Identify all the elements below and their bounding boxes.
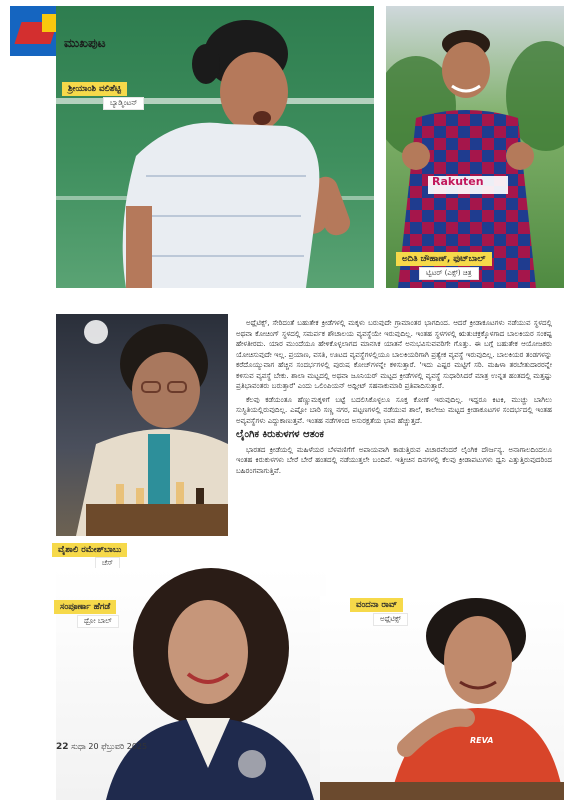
page-footer (56, 742, 147, 752)
section-title: ಮುಖಪುಟ (64, 36, 106, 50)
caption-throwball-name: ಸಂಪೂರ್ಣಾ ಹೆಗಡೆ (54, 600, 116, 614)
logo-yellow-shape (42, 14, 56, 32)
caption-athletics-name: ವಂದನಾ ರಾವ್ (350, 598, 403, 612)
article-subheading: ಲೈಂಗಿಕ ಕಿರುಕುಳಗಳ ಆತಂಕ (236, 429, 324, 440)
jersey-sponsor-text: Rakuten (432, 175, 484, 188)
caption-throwball-sport: ಥ್ರೋ ಬಾಲ್ (78, 616, 118, 627)
article-paragraph-3: ಭಾರತದ ಕ್ರೀಡೆಯಲ್ಲಿ ಮಹಿಳೆಯರ ಬೆಳವಣಿಗೆಗೆ ಅಪಾಯವಾಗಿ ಕಾಡುತ್ತಿರುವ ವಿಚಾರವೆಂದರೆ ಲೈಂಗಿಕ ದೌರ್ಜನ್ಯ. ಅನಾಗಾಲದಿಂದಲೂ ಇಂತಹ ಕಿರುಕುಳಗಳು ಬೇರೆ ಬೇರೆ ಹಂತದಲ್ಲಿ ನಡೆಯುತ್ತಲೇ ಬಂದಿವೆ. ಇತ್ತೀಚಿನ ದಿನಗಳಲ್ಲಿ ಕೆಲವು ಕ್ರೀಡಾಪಟುಗಳು ಧ್ವನಿ ಎತ್ತುತ್ತಿರುವುದರಿಂದ ಬಹಿರಂಗವಾಗುತ್ತಿವೆ. (236, 444, 552, 475)
page-number: 22 (56, 742, 69, 752)
football-illustration (386, 6, 564, 288)
chess-illustration (56, 314, 228, 536)
photo-football-player (386, 6, 564, 288)
caption-badminton-name: ಶ್ರೀಯಾಂಶಿ ವಲಿಶೆಟ್ಟಿ (62, 82, 127, 96)
issue-date: ಸುಧಾ 20 ಫೆಬ್ರುವರಿ 2025 (71, 742, 148, 751)
photo-athletics-coach (320, 596, 564, 800)
article-paragraph-2: ಕೆಲವು ಕಡೆಯಂತೂ ಹೆಣ್ಣುಮಕ್ಕಳಿಗೆ ಬಟ್ಟೆ ಬದಲಿಸಿಕೊಳ್ಳಲೂ ಸೂಕ್ತ ಕೋಣೆ ಇರುವುದಿಲ್ಲ. ಇದ್ದರೂ ಕಿಟಕಿ, ಮುಚ್ಚು ಬಾಗಿಲು ಸುಸ್ಥಿತಿಯಲ್ಲಿರುವುದಿಲ್ಲ. ಎಷ್ಟೋ ಬಾರಿ ಸಣ್ಣ ನಗರ, ಪಟ್ಟಣಗಳಲ್ಲಿ ನಡೆಯುವ ಶಾಲೆ, ಕಾಲೇಜು ಮಟ್ಟದ ಕ್ರೀಡಾಕೂಟಗಳ ಸಂದರ್ಭದಲ್ಲಿ ಇಂತಹ ಅವ್ಯವಸ್ಥೆಗಳು ಎದ್ದುಕಾಣುತ್ತವೆ. ಇಂತಹ ನಡೆಗಳಿಂದ ಅಸುರಕ್ಷತೆಯ ಭಾವ ಹೆಚ್ಚುತ್ತದೆ. (236, 394, 552, 425)
caption-chess-name: ವೈಶಾಲಿ ರಮೇಶ್‌ಬಾಬು (52, 543, 127, 557)
portrait2-illustration (320, 596, 564, 800)
caption-football-credit: ಟ್ವಿಟರ್ (ಎಕ್ಸ್) ಚಿತ್ರ (420, 268, 478, 279)
caption-athletics-sport: ಅಥ್ಲೆಟಿಕ್ಸ್ (374, 614, 407, 625)
caption-chess-sport: ಚೆಸ್ (96, 558, 119, 569)
photo-chess-player (56, 314, 228, 536)
shirt-logo-text: REVA (470, 736, 494, 745)
caption-badminton-sport: ಬ್ಯಾಡ್ಮಿಂಟನ್ (104, 98, 143, 109)
article-paragraph-1: ಅಥ್ಲೆಟಿಕ್ಸ್, ಸೇರಿದಂತೆ ಬಹುತೇಕ ಕ್ರೀಡೆಗಳಲ್ಲಿ ಮಕ್ಕಳು ಬರುವುದೇ ಗ್ರಾಮಾಂತರ ಭಾಗದಿಂದ. ಆದರೆ ಕ್ರೀಡಾಕೂಟಗಳು ನಡೆಯುವ ಸ್ಥಳದಲ್ಲಿ ಅಥವಾ ಕೋಚಿಂಗ್ ಸ್ಥಳದಲ್ಲಿ ಸಮರ್ಪಕ ಶೌಚಾಲಯ ವ್ಯವಸ್ಥೆಯೇ ಇರುವುದಿಲ್ಲ. ಇಂತಹ ಸ್ಥಳಗಳಲ್ಲಿ ಋತುಚಕ್ರಕ್ಕೊಳಗಾದ ಬಾಲಕಿಯರ ಸಂಕಷ್ಟ ಹೇಳತೀರದು. ಯಾರ ಮುಂದೆಯೂ ಹೇಳಿಕೊಳ್ಳಲಾಗದ ಮಾನಸಿಕ ಯಾತನೆ ಅನುಭವಿಸುವವರಿಗೇ ಗೊತ್ತು. ಈ ಬಗ್ಗೆ ಬಹುತೇಕ ಆಯೋಜಕರು ಯೋಚಿಸುವುದೇ ಇಲ್ಲ. ಪ್ರಯಾಣ, ವಸತಿ, ಊಟದ ವ್ಯವಸ್ಥೆಗಳಲ್ಲಿಯೂ ಬಾಲಕಿಯರಿಗಾಗಿ ಪ್ರತ್ಯೇಕ ವ್ಯವಸ್ಥೆ ಇರುವುದಿಲ್ಲ. ಬಾಲಕಿಯರ ತಂಡಗಳನ್ನು ಕರೆದೊಯ್ಯುವಾಗ ಹೆಚ್ಚಿನ ಸಂದರ್ಭಗಳಲ್ಲಿ ಪುರುಷ ಕೋಚ್‌ಗಳನ್ನೇ ಕಳಿಸುತ್ತಾರೆ. 'ಇದು ಎಷ್ಟರ ಮಟ್ಟಿಗೆ ಸರಿ. ಮಹಿಳಾ ತರಬೇತುದಾರರನ್ನೇ ಕಳಿಸುವ ವ್ಯವಸ್ಥೆ ಬೇಕು. ಶಾಲಾ ಮಟ್ಟದಲ್ಲಿ ಅಥವಾ ಜೂನಿಯರ್ ಮಟ್ಟದ ಕ್ರೀಡೆಗಳಲ್ಲಿ ವ್ಯವಸ್ಥೆ ಸುಧಾರಿಸಿದರೆ ಮಾತ್ರ ಉನ್ನತ ಹಂತದಲ್ಲಿ ಮತ್ತಷ್ಟು ಪ್ರತಿಭಾವಂತರು ಬರುತ್ತಾರೆ' ಎಂದು ಒಲಿಂಪಿಯನ್ ಅಥ್ಲೀಟ್ ಸಹನಾಕುಮಾರಿ ಪ್ರತಿಪಾದಿಸುತ್ತಾರೆ. (236, 318, 552, 390)
article-body (236, 318, 552, 479)
caption-football-name: ಅದಿತಿ ಚೌಹಾಣ್, ಫುಟ್‌ಬಾಲ್ (396, 252, 492, 266)
